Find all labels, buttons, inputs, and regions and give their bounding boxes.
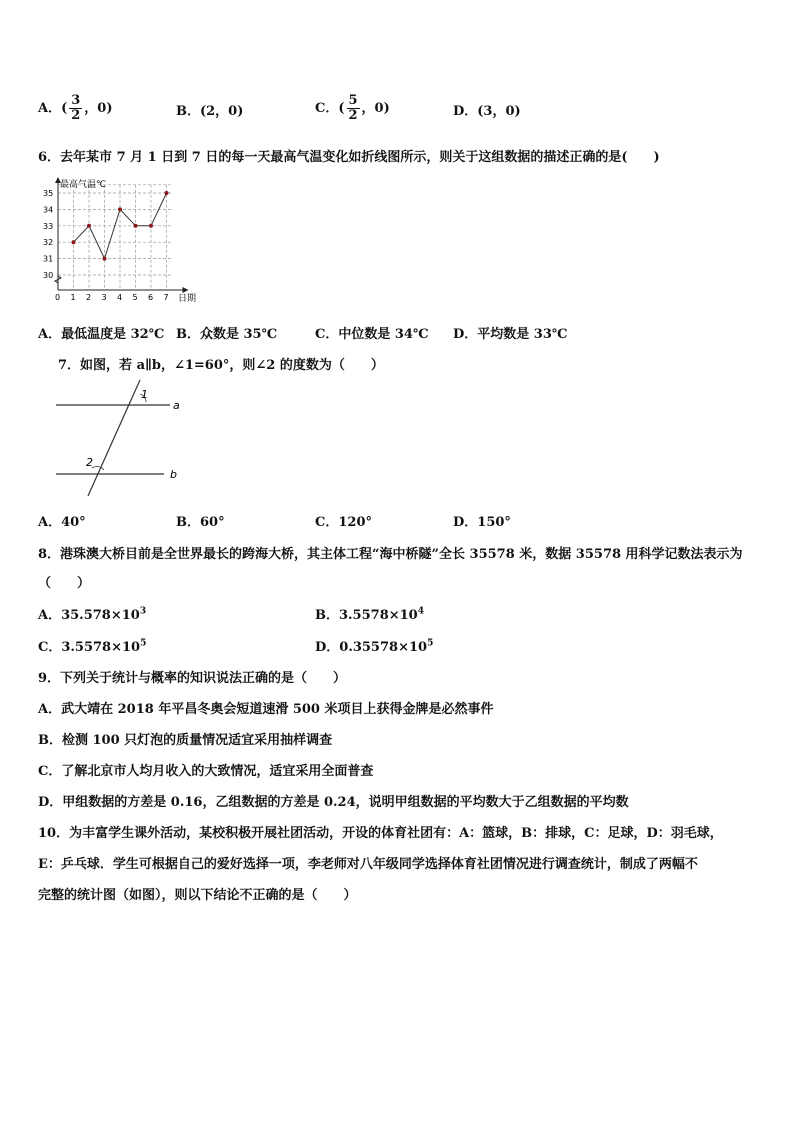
chart-point [118,207,122,211]
y-tick-label: 35 [43,189,54,198]
q10-stem-line-2: E：乒乓球．学生可根据自己的爱好选择一项，李老师对八年级同学选择体育社团情况进行调查统计，制成了两幅不 [38,857,698,872]
x-tick-label: 7 [163,293,169,302]
q6-stem: 6．去年某市 7 月 1 日到 7 日的每一天最高气温变化如折线图所示，则关于这组数据的描述正确的是( ) [38,150,660,165]
q7-option-d: D．150° [453,515,511,530]
q9-option-a: A．武大靖在 2018 年平昌冬奥会短道速滑 500 米项目上获得金牌是必然事件 [38,702,494,717]
chart-point [165,191,169,195]
y-tick-label: 32 [43,238,54,248]
label-2: 2 [86,456,93,469]
y-tick-label: 34 [43,205,54,215]
q9-option-b: B．检测 100 只灯泡的质量情况适宜采用抽样调查 [38,733,333,748]
q6-line-chart [40,175,210,310]
x-tick-label: 6 [148,293,154,302]
q10-stem-line-3: 完整的统计图（如图），则以下结论不正确的是（ ） [38,888,357,903]
q10-stem-line-1: 10．为丰富学生课外活动，某校积极开展社团活动，开设的体育社团有：A：篮球，B：排球，C：足球，D：羽毛球， [38,826,723,841]
label-b: b [170,468,177,481]
x-tick-label: 0 [55,293,61,302]
x-axis-arrow [183,287,189,293]
q7-figure [52,378,192,500]
chart-grid [58,185,173,290]
q8-option-c: C．$3.5578\times 10^5$ [38,638,147,655]
y-tick-label: 30 [43,271,54,280]
fraction: $\frac{5}{2}$ [348,93,358,123]
x-tick-label: 2 [86,293,92,302]
transversal [88,380,140,496]
y-tick-label: 33 [43,221,54,231]
q9-option-d: D．甲组数据的方差是 0.16，乙组数据的方差是 0.24，说明甲组数据的平均数大于乙组数据的平均数 [38,795,629,810]
q5-option-d: D．(3，0) [453,104,521,119]
q8-option-b: B．$3.5578\times 10^4$ [315,606,424,623]
q8-option-d: D．$0.35578\times 10^5$ [315,638,434,655]
chart-point [87,224,91,228]
q9-option-c: C．了解北京市人均月收入的大致情况，适宜采用全面普查 [38,764,374,779]
q8-stem: 8．港珠澳大桥目前是全世界最长的跨海大桥，其主体工程“海中桥隧”全长 35578 米，数据 35578 用科学记数法表示为 [38,547,743,562]
chart-ticks [43,189,169,302]
q5-option-b: B．(2，0) [176,104,244,119]
q6-option-b: B．众数是 35℃ [176,327,278,342]
q5-option-a: A．( $\frac{3}{2}$ ，0) [38,93,113,123]
q6-option-c: C．中位数是 34℃ [315,327,429,342]
chart-point [149,224,153,228]
q6-option-a: A．最低温度是 32℃ [38,327,165,342]
q9-stem: 9．下列关于统计与概率的知识说法正确的是（ ） [38,671,347,686]
chart-point [72,240,76,244]
x-tick-label: 5 [132,293,138,302]
q7-option-c: C．120° [315,515,372,530]
q7-option-b: B．60° [176,515,225,530]
x-tick-label: 4 [117,293,123,302]
chart-xlabel: 日期 [178,294,197,304]
q6-option-d: D．平均数是 33℃ [453,327,568,342]
chart-axes [55,177,189,293]
x-tick-label: 3 [101,293,107,302]
chart-ylabel: 最高气温℃ [60,180,107,190]
q8-stem-continued: （ ） [38,576,91,591]
label-a: a [173,399,180,412]
label-1: 1 [141,388,148,401]
q5-option-c: C．( $\frac{5}{2}$ ，0) [315,93,390,123]
fraction: $\frac{3}{2}$ [71,93,81,123]
q7-stem: 7．如图，若 a∥b，∠1=60°，则∠2 的度数为（ ） [58,358,384,373]
chart-point [103,257,107,261]
q8-option-a: A．$35.578\times 10^3$ [38,606,147,623]
angle-2-arc [92,467,104,470]
y-tick-label: 31 [43,254,54,264]
q7-option-a: A．40° [38,515,86,530]
x-tick-label: 1 [70,293,76,302]
chart-point [134,224,138,228]
